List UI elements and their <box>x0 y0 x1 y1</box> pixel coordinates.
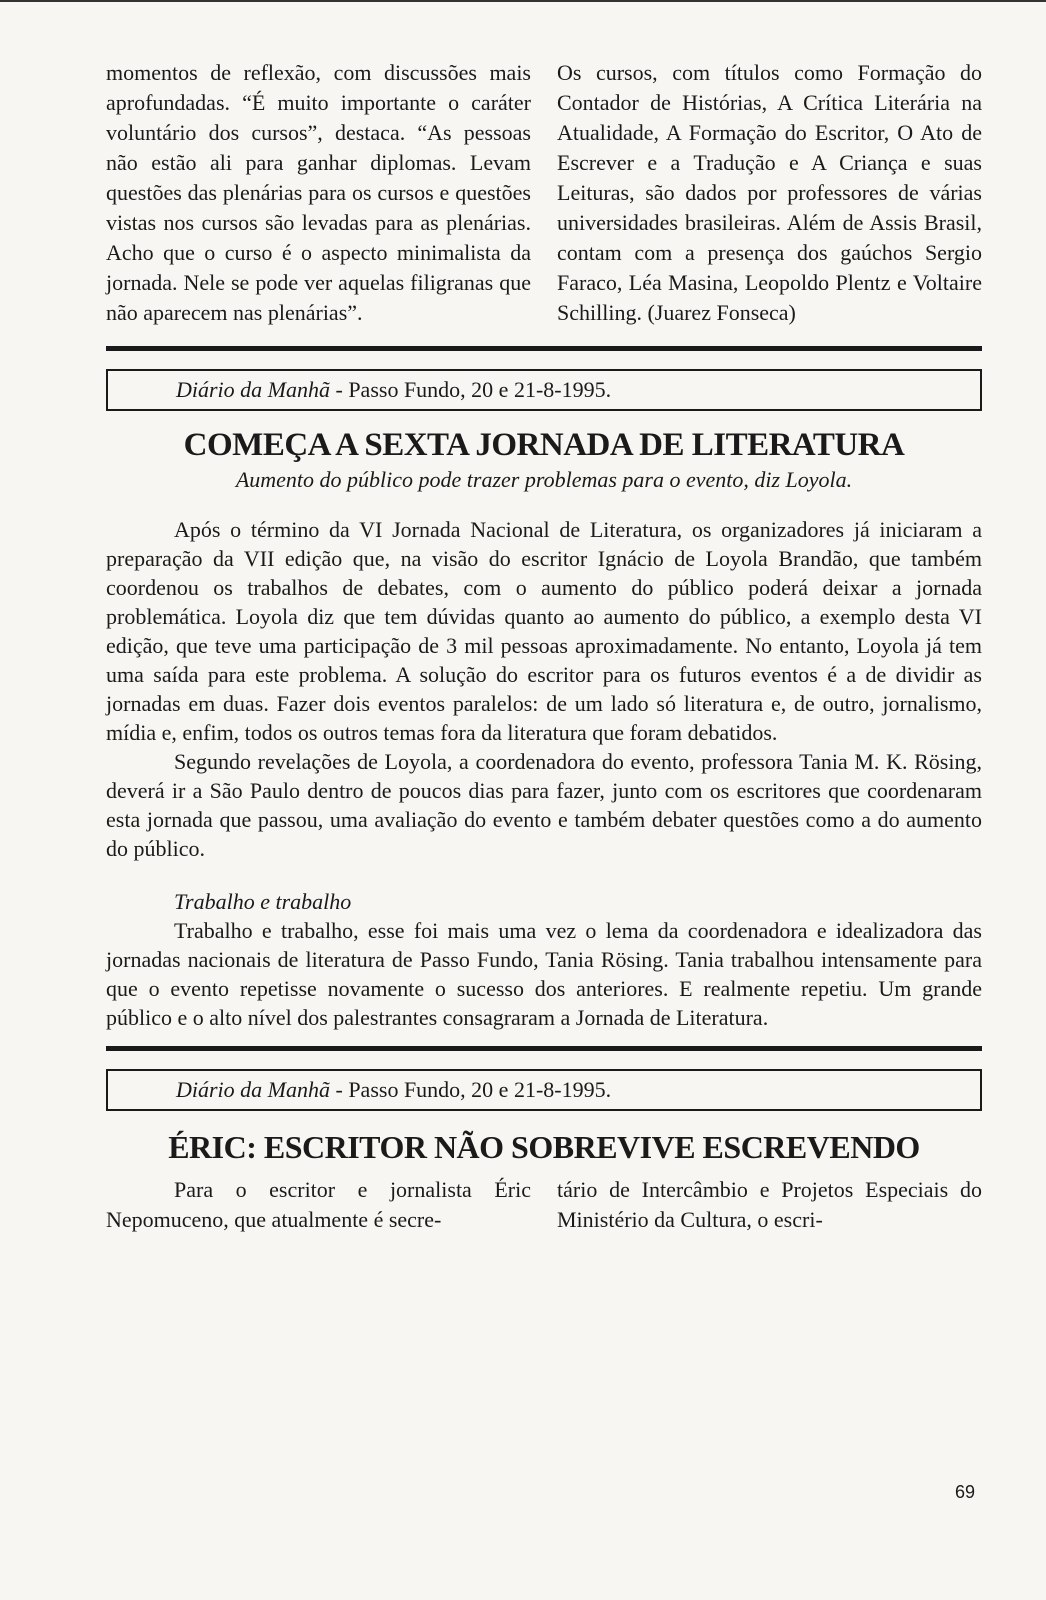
divider-rule <box>106 1046 982 1051</box>
article2-columns <box>106 1175 982 1235</box>
source-paper-name: Diário da Manhã <box>176 377 330 402</box>
top-left-column <box>106 58 531 328</box>
article2-right-column <box>557 1175 982 1235</box>
article-title: COMEÇA A SEXTA JORNADA DE LITERATURA <box>183 427 905 463</box>
top-border-line <box>0 0 1046 2</box>
paragraph: Segundo revelações de Loyola, a coordenadora do evento, professora Tania M. K. Rösing, deverá ir a São Paulo dentro de poucos dias para fazer, junto com os escritores que coordenaram esta jornada que passou, uma avaliação do evento e também debater questões como a do aumento do público. <box>106 749 982 861</box>
source-paper-name: Diário da Manhã <box>176 1077 330 1102</box>
source-details: - Passo Fundo, 20 e 21-8-1995. <box>330 377 612 402</box>
article-subtitle: Aumento do público pode trazer problemas para o evento, diz Loyola. <box>235 467 853 492</box>
page-content <box>106 58 982 1235</box>
top-columns <box>106 58 982 328</box>
divider-rule <box>106 346 982 351</box>
article-body <box>106 515 982 1032</box>
page-number: 69 <box>955 1482 976 1502</box>
section-heading: Trabalho e trabalho <box>174 889 352 914</box>
paragraph: Trabalho e trabalho, esse foi mais uma vez o lema da coordenadora e idealizadora das jornadas nacionais de literatura de Passo Fundo, Tania Rösing. Tania trabalhou intensamente para que o evento repetisse novamente o sucesso dos anteriores. E realmente repetiu. Um grande público e o alto nível dos palestrantes consagraram a Jornada de Literatura. <box>106 918 982 1030</box>
article-title: ÉRIC: ESCRITOR NÃO SOBREVIVE ESCREVENDO <box>168 1129 920 1165</box>
source-details: - Passo Fundo, 20 e 21-8-1995. <box>330 1077 612 1102</box>
top-right-text: Os cursos, com títulos como Formação do Contador de Histórias, A Crítica Literária na Atualidade, A Formação do Escritor, O Ato de Escrever e a Tradução e A Criança e suas Leituras, são dados por professores de várias universidades brasileiras. Além de Assis Brasil, contam com a presença dos gaúchos Sergio Faraco, Léa Masina, Leopoldo Plentz e Voltaire Schilling. (Juarez Fonseca) <box>557 60 982 325</box>
article2-right-text: tário de Intercâmbio e Projetos Especiais do Ministério da Cultura, o escri- <box>557 1177 982 1232</box>
source-box <box>106 1069 982 1111</box>
top-right-column <box>557 58 982 328</box>
article2-left-text: Para o escritor e jornalista Éric Nepomuceno, que atualmente é secre- <box>106 1177 531 1232</box>
top-left-text: momentos de reflexão, com discussões mais aprofundadas. “É muito importante o caráter voluntário dos cursos”, destaca. “As pessoas não estão ali para ganhar diplomas. Levam questões das plenárias para os cursos e questões vistas nos cursos são levadas para as plenárias. Acho que o curso é o aspecto minimalista da jornada. Nele se pode ver aquelas filigranas que não aparecem nas plenárias”. <box>106 60 531 325</box>
article2-left-column <box>106 1175 531 1235</box>
source-box <box>106 369 982 411</box>
paragraph: Após o término da VI Jornada Nacional de Literatura, os organizadores já iniciaram a preparação da VII edição que, na visão do escritor Ignácio de Loyola Brandão, que também coordenou os trabalhos de debates, com o aumento do público poderá deixar a jornada problemática. Loyola diz que tem dúvidas quanto ao aumento do público, a exemplo desta VI edição, que teve uma participação de 3 mil pessoas aproximadamente. No entanto, Loyola já tem uma saída para este problema. A solução do escritor para os futuros eventos é a de dividir as jornadas em duas. Fazer dois eventos paralelos: de um lado só literatura e, de outro, jornalismo, mídia e, enfim, todos os outros temas fora da literatura que foram debatidos. <box>106 517 982 745</box>
